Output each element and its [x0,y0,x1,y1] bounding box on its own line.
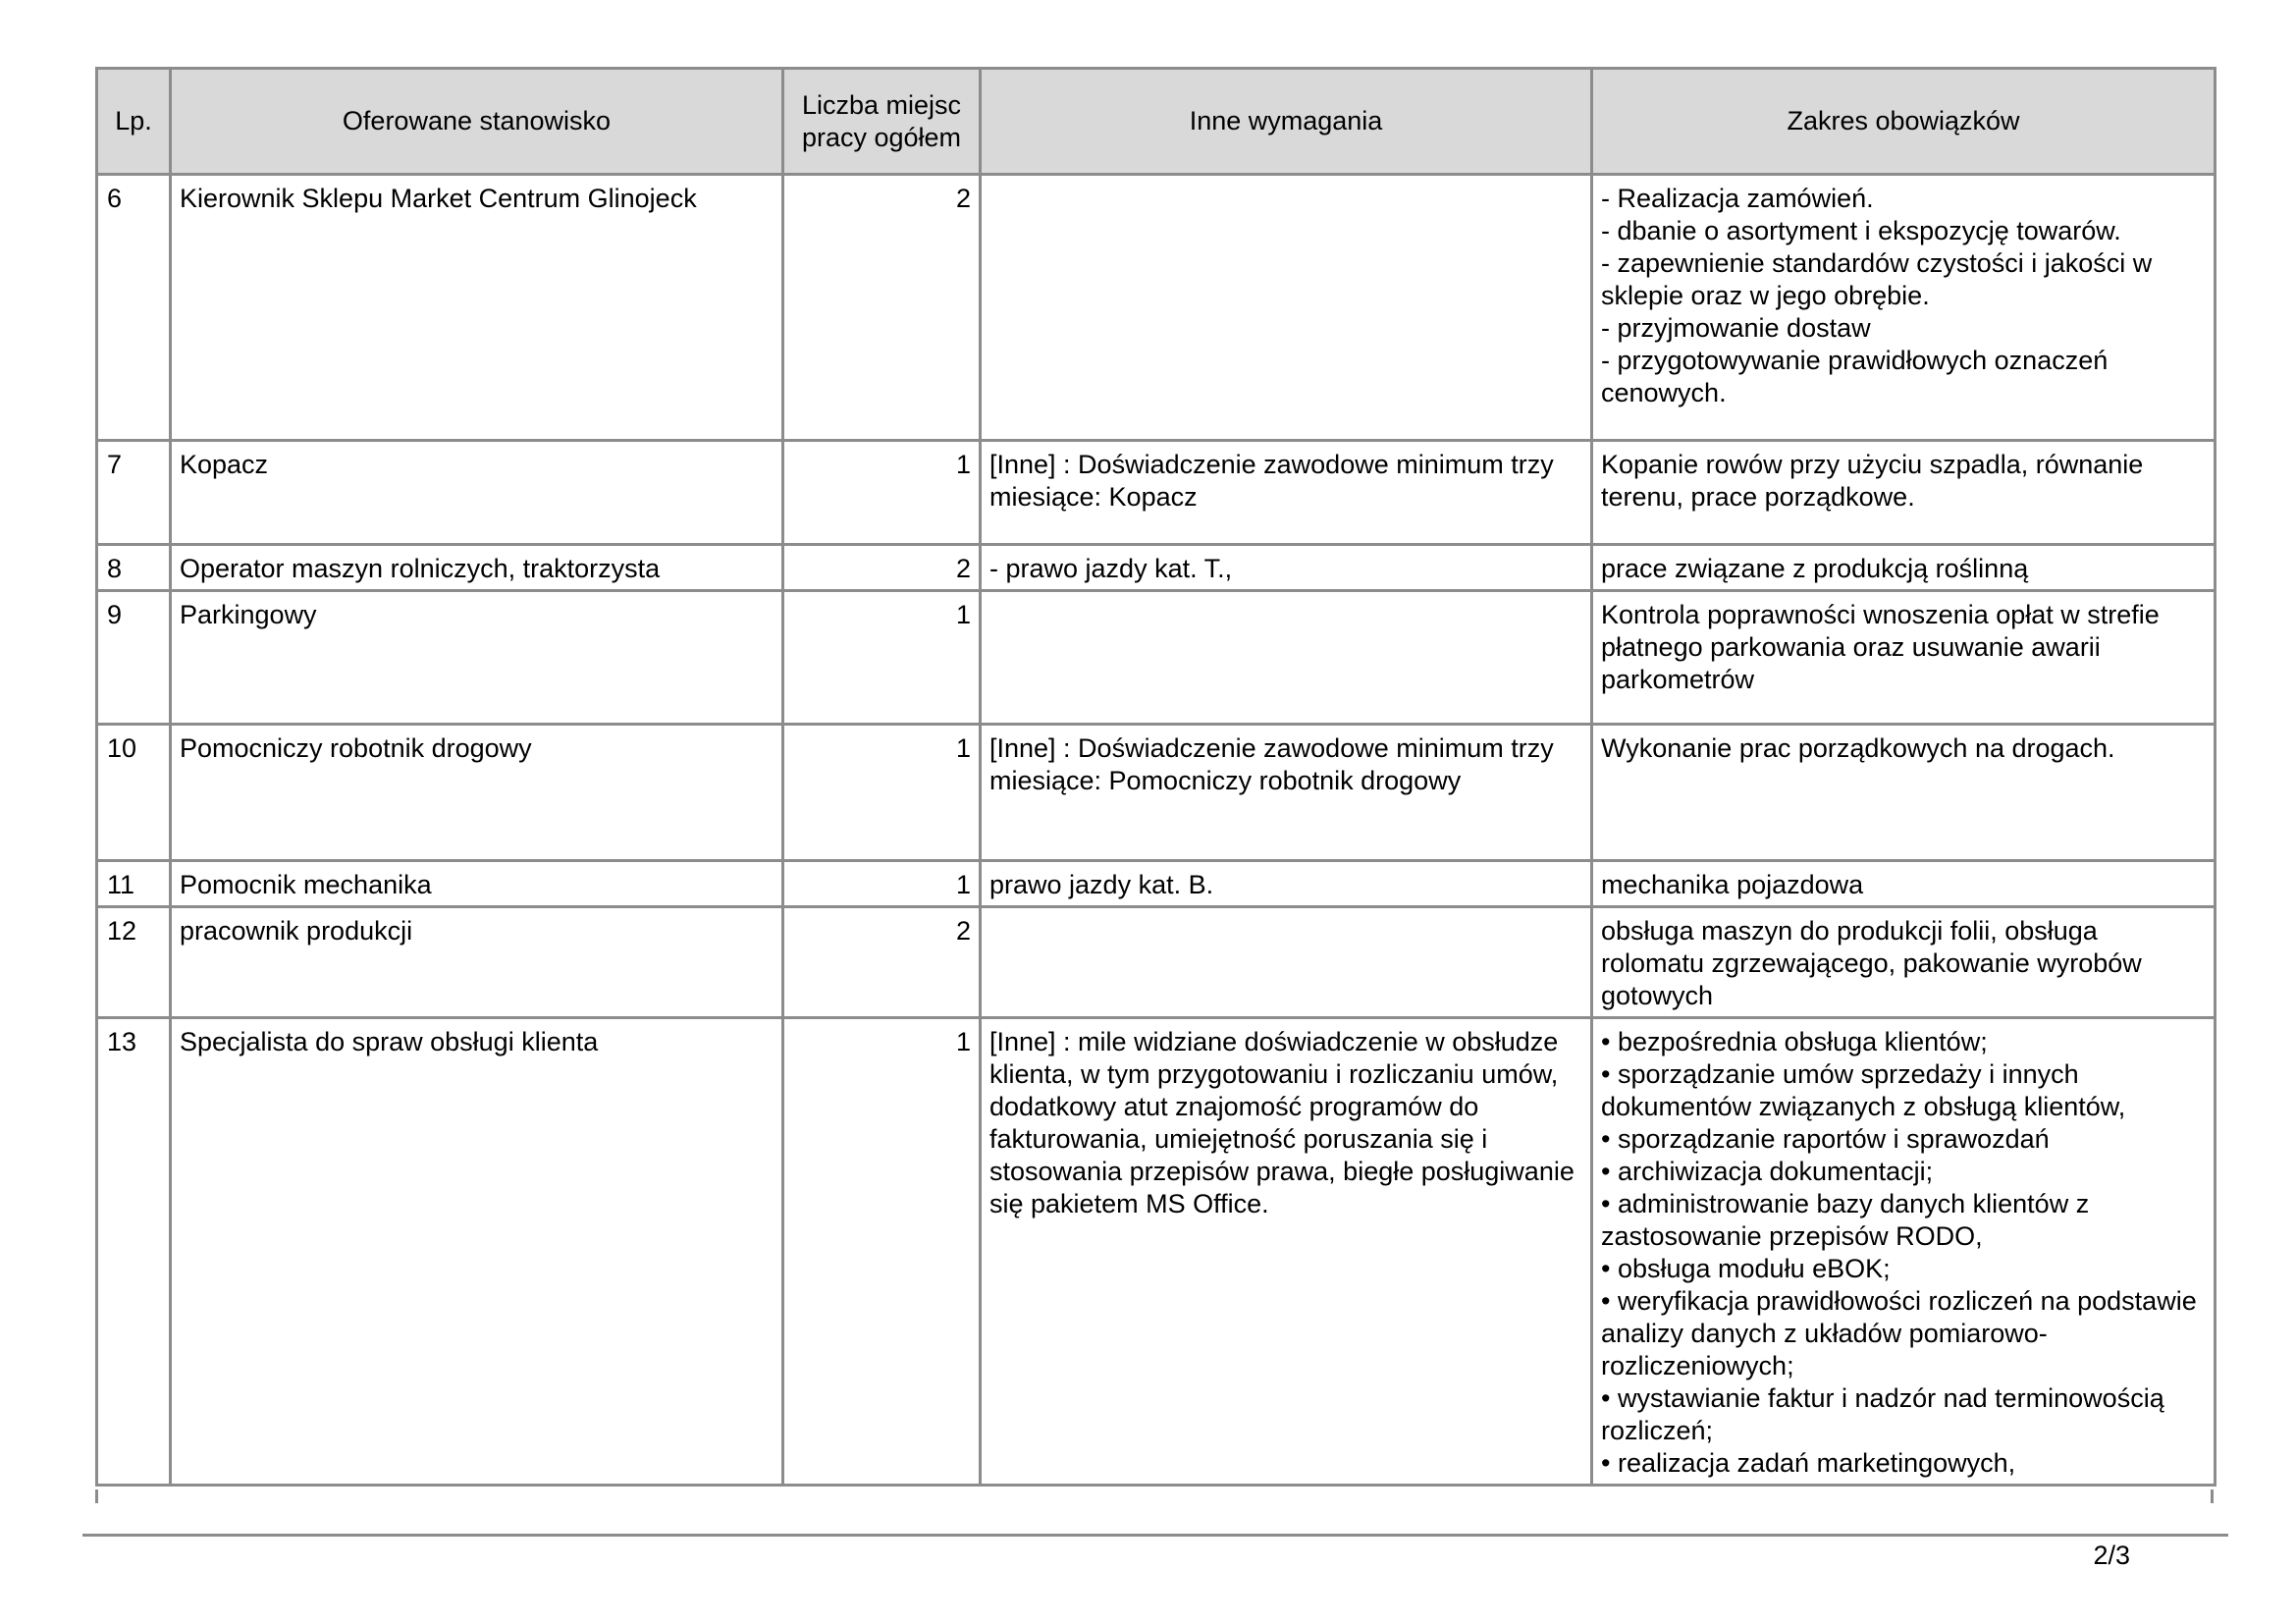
footer-divider [82,1534,2228,1537]
cell-lp: 8 [97,545,171,591]
table-row [97,907,2216,1018]
cell-position: Kierownik Sklepu Market Centrum Glinojeck [171,175,783,441]
cell-requirements: prawo jazdy kat. B. [981,861,1592,907]
cell-lp: 6 [97,175,171,441]
job-offers-table [95,67,2216,1487]
cell-position: Pomocnik mechanika [171,861,783,907]
header-position: Oferowane stanowisko [171,69,783,175]
cell-requirements: [Inne] : mile widziane doświadczenie w obsłudze klienta, w tym przygotowaniu i rozliczaniu umów, dodatkowy atut znajomość programów do fakturowania, umiejętność poruszania się i stosowania przepisów prawa, biegłe posługiwanie się pakietem MS Office. [981,1018,1592,1486]
cell-count: 1 [783,441,981,545]
cell-duties: mechanika pojazdowa [1592,861,2216,907]
cell-count: 1 [783,1018,981,1486]
table-header-row [97,69,2216,175]
header-count: Liczba miejsc pracy ogółem [783,69,981,175]
cell-count: 1 [783,725,981,861]
page-number: 2/3 [2093,1541,2130,1570]
cell-lp: 12 [97,907,171,1018]
cell-duties: Kopanie rowów przy użyciu szpadla, równanie terenu, prace porządkowe. [1592,441,2216,545]
table-continuation-lines [95,1489,2214,1503]
cell-lp: 11 [97,861,171,907]
cell-count: 2 [783,175,981,441]
table-row [97,175,2216,441]
cell-count: 2 [783,545,981,591]
cell-requirements [981,591,1592,725]
cell-position: Parkingowy [171,591,783,725]
table-row [97,1018,2216,1486]
cell-duties: Kontrola poprawności wnoszenia opłat w strefie płatnego parkowania oraz usuwanie awarii parkometrów [1592,591,2216,725]
table-row [97,441,2216,545]
cell-position: Kopacz [171,441,783,545]
cell-lp: 7 [97,441,171,545]
cell-duties: - Realizacja zamówień. - dbanie o asortyment i ekspozycję towarów. - zapewnienie standardów czystości i jakości w sklepie oraz w jego obrębie. - przyjmowanie dostaw - przygotowywanie prawidłowych oznaczeń cenowych. [1592,175,2216,441]
cell-duties: obsługa maszyn do produkcji folii, obsługa rolomatu zgrzewającego, pakowanie wyrobów gotowych [1592,907,2216,1018]
cell-position: Operator maszyn rolniczych, traktorzysta [171,545,783,591]
cell-requirements: [Inne] : Doświadczenie zawodowe minimum trzy miesiące: Pomocniczy robotnik drogowy [981,725,1592,861]
cell-requirements [981,907,1592,1018]
cell-position: Specjalista do spraw obsługi klienta [171,1018,783,1486]
header-requirements: Inne wymagania [981,69,1592,175]
cell-requirements [981,175,1592,441]
cell-duties: prace związane z produkcją roślinną [1592,545,2216,591]
table-row [97,725,2216,861]
table-row [97,861,2216,907]
cell-lp: 13 [97,1018,171,1486]
cell-lp: 9 [97,591,171,725]
cell-count: 1 [783,861,981,907]
cell-count: 2 [783,907,981,1018]
table-row [97,591,2216,725]
header-duties: Zakres obowiązków [1592,69,2216,175]
cell-count: 1 [783,591,981,725]
table-row [97,545,2216,591]
cell-duties: • bezpośrednia obsługa klientów; • sporządzanie umów sprzedaży i innych dokumentów związanych z obsługą klientów, • sporządzanie raportów i sprawozdań • archiwizacja dokumentacji; • administrowanie bazy danych klientów z zastosowanie przepisów RODO, • obsługa modułu eBOK; • weryfikacja prawidłowości rozliczeń na podstawie analizy danych z układów pomiarowo-rozliczeniowych; • wystawianie faktur i nadzór nad terminowością rozliczeń; • realizacja zadań marketingowych, [1592,1018,2216,1486]
header-lp: Lp. [97,69,171,175]
cell-requirements: [Inne] : Doświadczenie zawodowe minimum trzy miesiące: Kopacz [981,441,1592,545]
cell-position: Pomocniczy robotnik drogowy [171,725,783,861]
table-body [97,175,2216,1486]
cell-lp: 10 [97,725,171,861]
cell-requirements: - prawo jazdy kat. T., [981,545,1592,591]
cell-position: pracownik produkcji [171,907,783,1018]
cell-duties: Wykonanie prac porządkowych na drogach. [1592,725,2216,861]
